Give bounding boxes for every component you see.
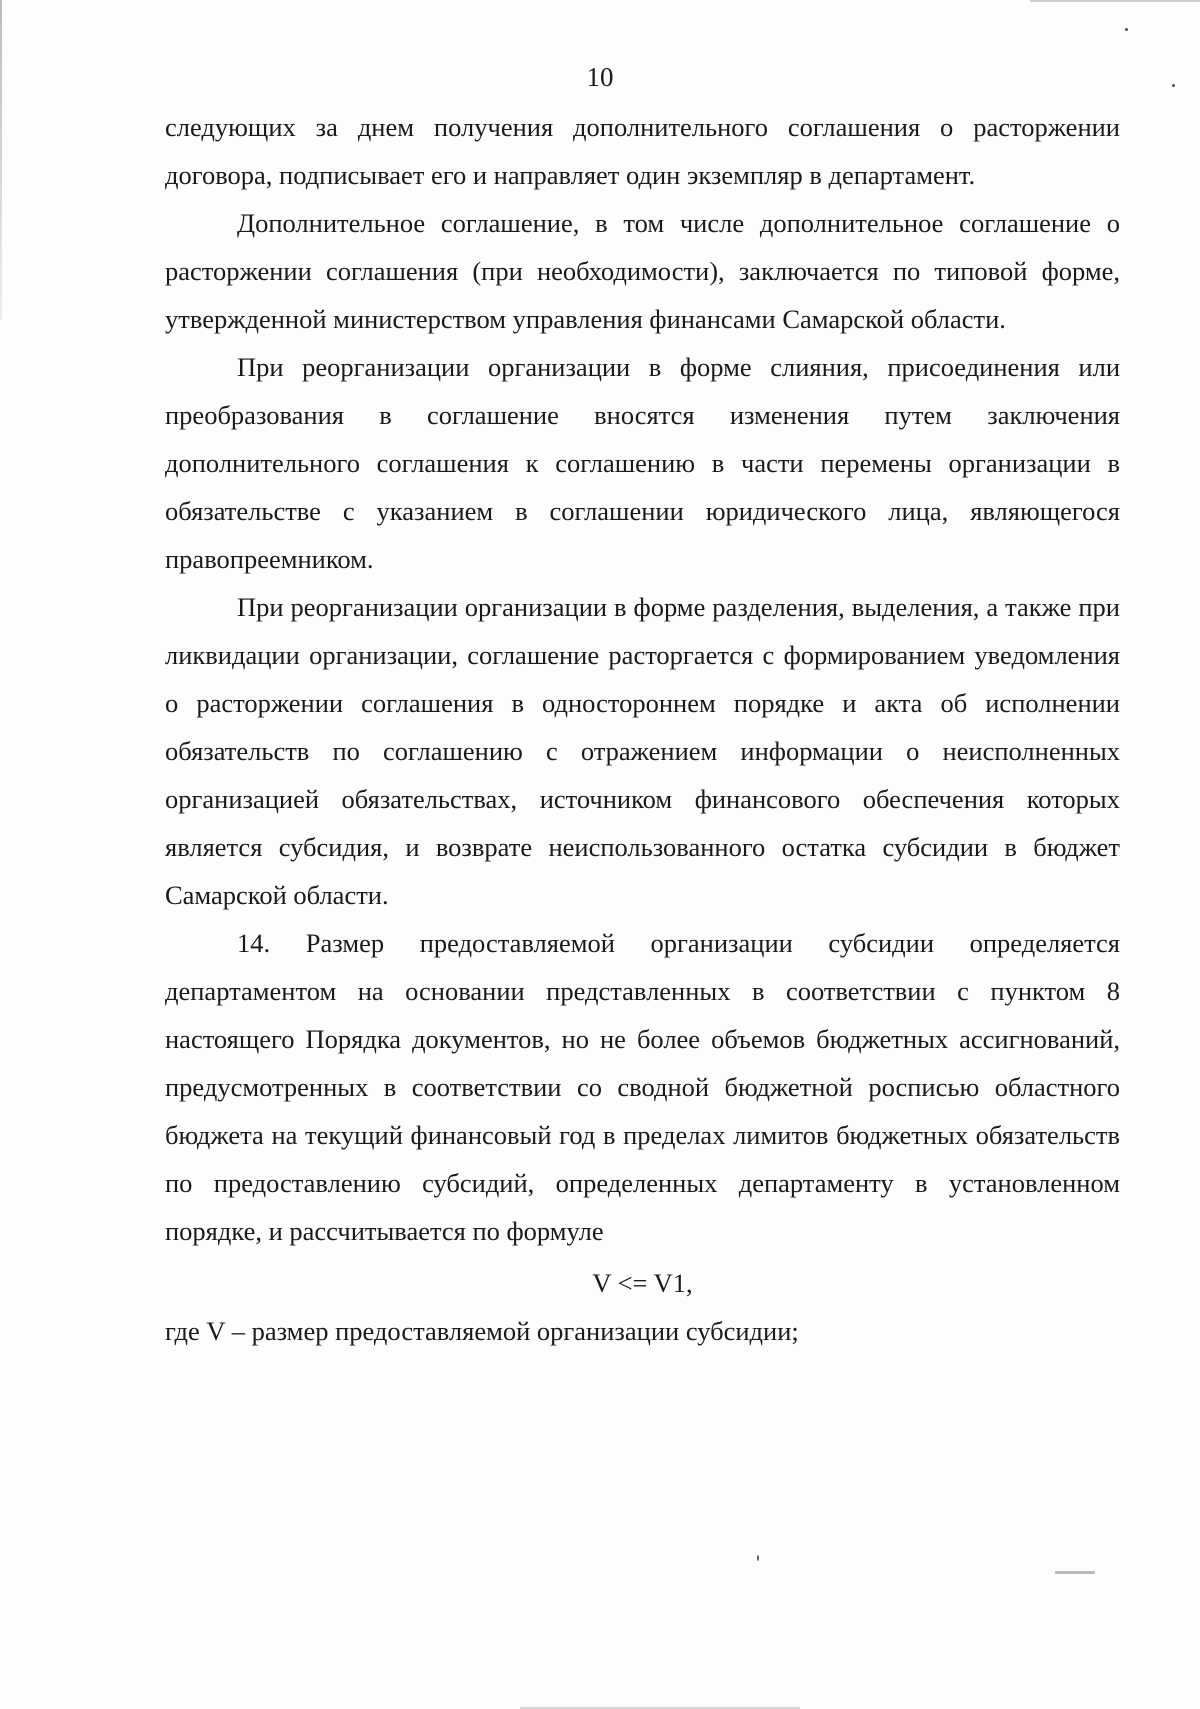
paragraph-reorganization-merger: При реорганизации организации в форме слияния, присоединения или преобразования в соглашение вносятся изменения путем заключения дополнительного соглашения к соглашению в части перемены организации в обязательстве с указанием в соглашении юридического лица, являющегося правопреемником.	[165, 352, 1120, 574]
formula-definition: где V – размер предоставляемой организации субсидии;	[165, 1316, 799, 1346]
page-number: 10	[586, 62, 614, 92]
paragraph-subsidy-size: 14. Размер предоставляемой организации субсидии определяется департаментом на основании представленных в соответствии с пунктом 8 настоящего Порядка документов, но не более объемов бюджетных ассигнований, предусмотренных в соответствии со сводной бюджетной росписью областного бюджета на текущий финансовый год в пределах лимитов бюджетных обязательств по предоставлению субсидий, определенных департаменту в установленном порядке, и рассчитывается по формуле	[165, 928, 1120, 1246]
scan-edge-left	[0, 0, 2, 320]
paragraph-additional-agreement: Дополнительное соглашение, в том числе дополнительное соглашение о расторжении соглашения (при необходимости), заключается по типовой форме, утвержденной министерством управления финансами Самарской области.	[165, 208, 1120, 334]
scan-speck	[1125, 28, 1128, 31]
formula: V <= V1,	[592, 1268, 693, 1298]
paragraph-reorganization-division: При реорганизации организации в форме разделения, выделения, а также при ликвидации организации, соглашение расторгается с формированием уведомления о расторжении соглашения в одностороннем порядке и акта об исполнении обязательств по соглашению с отражением информации о неисполненных организацией обязательствах, источником финансового обеспечения которых является субсидия, и возврате неиспользованного остатка субсидии в бюджет Самарской области.	[165, 592, 1120, 910]
scan-speck	[1055, 1571, 1095, 1574]
scan-speck	[1172, 84, 1175, 87]
paragraph-contract-termination: следующих за днем получения дополнительного соглашения о расторжении договора, подписывает его и направляет один экземпляр в департамент.	[165, 112, 1120, 190]
scan-speck	[757, 1555, 759, 1561]
scan-edge-top	[1030, 0, 1200, 2]
document-body	[165, 103, 1120, 1355]
